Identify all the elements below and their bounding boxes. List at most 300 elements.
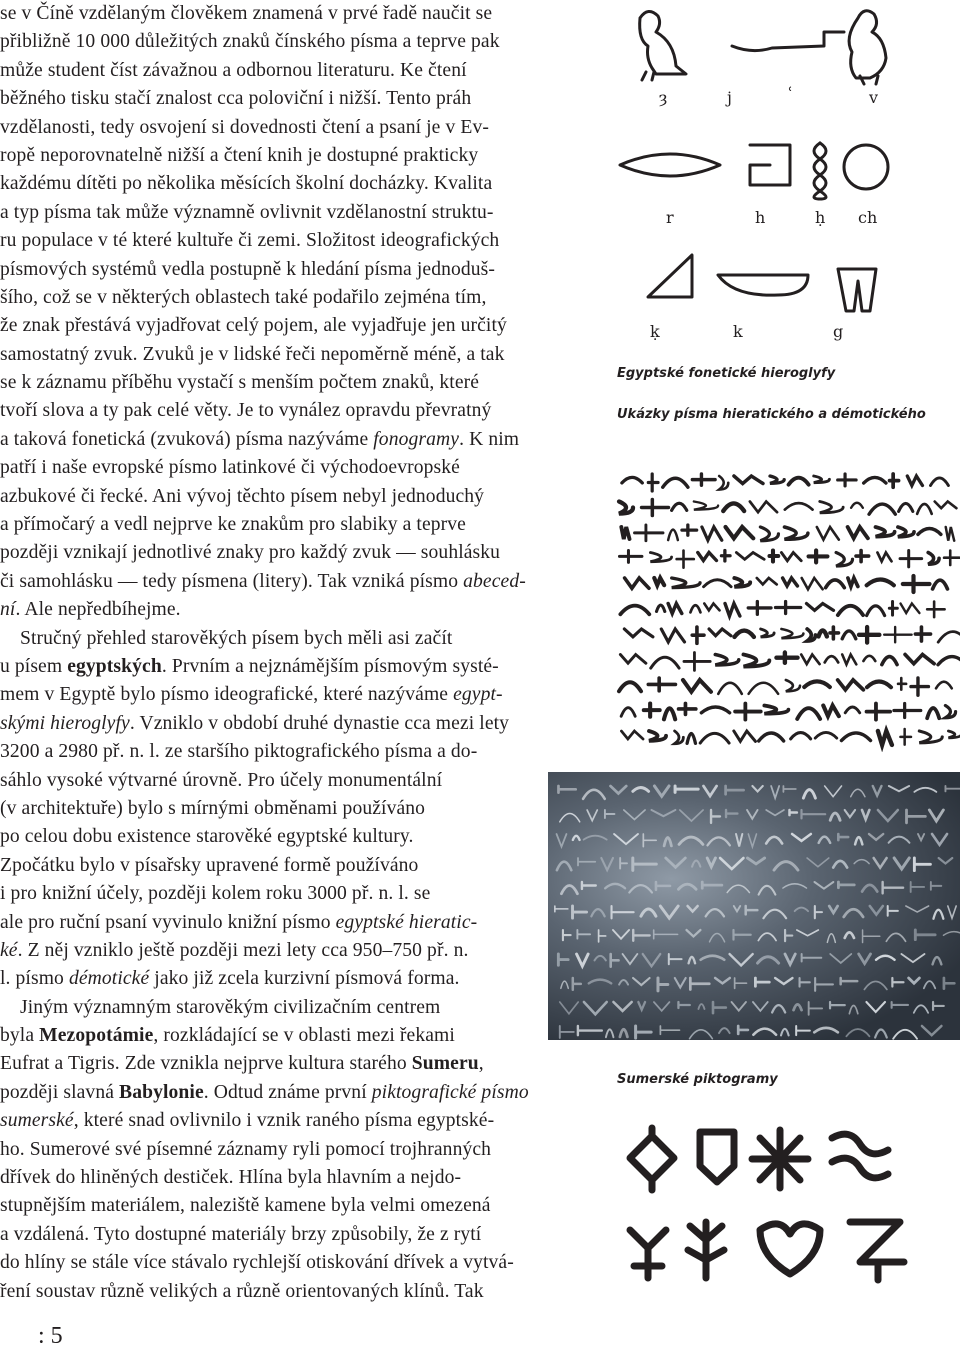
translit-q: ḳ [650,322,660,341]
text-run: jako již zcela kurzivní písmová forma. [149,968,460,990]
text-line [0,710,590,738]
demotic-stroke [583,790,605,799]
hieratic-stroke [804,681,830,687]
hieratic-stroke [948,731,960,738]
demotic-stroke [619,980,628,985]
hieroglyph-row-1 [610,0,960,90]
text-run: že znak přestává vyjadřovat celý pojem, ale vyjadřuje jen určitý [0,315,507,337]
demotic-stroke [892,978,903,987]
demotic-stroke [800,978,810,987]
demotic-stroke [641,909,656,916]
hieratic-stroke [702,527,722,540]
text-run: může student číst závažnou a odbornou literaturu. Ke čtení [0,59,467,81]
demotic-stroke [577,954,589,966]
hieratic-stroke [682,525,697,535]
demotic-stroke [702,882,722,888]
courtyard-glyph [750,145,790,185]
hieratic-stroke [791,733,811,739]
text-run: a taková fonetická (zvuková) písma nazýváme [0,428,374,450]
demotic-stroke [841,978,858,984]
hieratic-stroke [884,627,911,642]
text-line [0,511,590,539]
text-run: sáhlo vysoké výtvarné úrovně. Pro účely monumentální [0,769,443,791]
demotic-stroke [851,789,865,796]
text-line [0,880,590,908]
hieratic-stroke [759,733,784,741]
text-run: ru populace v té které kultuře či zemi. Složitost ideografických [0,230,500,252]
hieratic-stroke [842,631,856,639]
demotic-stroke [675,978,686,988]
demotic-stroke [573,978,581,990]
hieratic-stroke [781,629,803,638]
text-line [0,483,590,511]
demotic-stroke [849,1006,857,1014]
hieratic-stroke [718,683,742,694]
demotic-stroke [939,858,953,863]
demotic-stroke [601,858,613,870]
demotic-stroke [561,981,568,988]
hieratic-stroke [619,551,641,563]
demotic-stroke [679,884,697,889]
text-run: ření soustav různě velikých a různě orientovaných klínů. Tak [0,1280,484,1302]
text-run: byla [0,1025,40,1047]
text-run: vzdělanosti, tedy osvojení si dovednosti čtení a psaní je v Ev- [0,116,489,138]
demotic-stroke [582,882,596,889]
sumer-glyph-fork [630,1230,666,1278]
demotic-stroke [888,906,898,916]
hieratic-stroke [734,578,750,587]
text-line [0,369,590,397]
text-line [0,341,590,369]
text-line [0,909,590,937]
text-line [0,738,590,766]
text-run: se k záznamu příběhu vystačí s menším počtem znaků, které [0,372,480,394]
demotic-stroke [633,930,649,941]
hieratic-stroke [661,629,684,642]
hieratic-stroke [664,708,675,719]
demotic-stroke [746,906,758,914]
hieroglyph-signs-row-1 [610,0,960,90]
hieratic-stroke [690,605,700,612]
hieroglyph-signs-row-2 [610,135,960,205]
translit-g: g [833,322,844,341]
sumer-glyph-wedge-box [700,1132,734,1182]
demotic-stroke [613,930,629,939]
demotic-stroke [738,1026,748,1034]
demotic-stroke [686,930,700,936]
demotic-stroke [907,810,926,823]
demotic-stroke [758,957,779,963]
demotic-stroke [933,910,943,919]
demotic-stroke [747,858,764,864]
hieratic-stroke [642,500,669,516]
translit-aleph: ȝ [659,88,668,107]
hieratic-stroke [928,553,939,565]
demotic-stroke [948,906,956,918]
hieratic-stroke [736,553,764,560]
hieratic-stroke [809,551,828,563]
demotic-stroke [633,978,650,985]
demotic-stroke [918,834,924,840]
hieratic-stroke [675,731,684,744]
hieroglyph-row-2 [610,135,960,205]
demotic-stroke [558,786,575,793]
demotic-stroke [785,954,795,964]
text-run: . Z něj vzniklo ještě později mezi lety cca 950–750 př. n. [17,939,469,961]
italic-term: démotické [68,968,150,990]
hieratic-stroke [672,503,687,510]
hieratic-stroke [744,655,770,667]
demotic-stroke [844,909,863,917]
hieratic-stroke [619,502,633,514]
hieratic-stroke [781,553,801,561]
demotic-stroke [944,978,954,989]
demotic-stroke [915,930,935,940]
jar-stand-glyph [838,269,876,311]
sumer-glyph-star [752,1130,808,1188]
text-line [0,852,590,880]
text-run: azbukové či řecké. Ani vývoj těchto písem nebyl jednoduchý [0,485,485,507]
demotic-stroke [558,954,568,965]
demotic-stroke [720,858,743,869]
text-line [0,653,590,681]
hieratic-stroke [668,530,678,540]
demotic-stroke [876,956,895,960]
demotic-stroke [594,956,605,960]
demotic-stroke [766,810,784,815]
text-line [0,539,590,567]
hieratic-stroke [750,502,777,513]
demotic-stroke [678,1002,689,1008]
demotic-stroke [666,858,686,867]
text-line [0,1079,590,1107]
translit-ayin: ʿ [788,84,793,103]
hieratic-stroke [814,476,830,483]
hieratic-stroke [644,704,660,717]
demotic-stroke [680,810,703,821]
text-run: ho. Sumerové své písemné záznamy ryli pomocí trojhranných [0,1138,492,1160]
text-line [0,426,590,454]
demotic-stroke [726,786,744,794]
mouth-glyph [620,154,720,176]
demotic-stroke [587,810,597,821]
demotic-stroke [614,834,638,844]
hieratic-stroke [776,653,797,663]
demotic-stroke [573,836,580,840]
hieratic-stroke [806,604,833,611]
demotic-stroke [827,934,835,943]
demotic-stroke [783,884,807,888]
demotic-stroke [698,1004,704,1009]
hieratic-stroke [715,655,738,665]
demotic-stroke [706,909,724,916]
demotic-stroke [611,954,619,967]
hieratic-stroke [749,683,778,694]
hieratic-stroke [867,681,891,687]
hieratic-stroke [859,627,879,643]
hieratic-stroke [867,606,885,616]
hieratic-stroke [900,551,922,567]
demotic-stroke [914,1005,928,1013]
italic-term: ké [0,939,18,961]
demotic-stroke [759,886,776,895]
hieratic-stroke [936,682,952,689]
hieratic-stroke [815,732,837,738]
text-run: a vzdálená. Tyto dostupné materiály brzy způsobily, že z rytí [0,1223,482,1245]
hieratic-stroke [894,704,921,718]
hieratic-stroke [789,478,809,485]
bold-term: Babylonie [119,1081,204,1103]
demotic-stroke [605,884,625,888]
demotic-stroke [689,957,695,963]
text-line [0,1136,590,1164]
hieratic-stroke [820,502,843,513]
demotic-stroke [652,810,676,816]
demotic-stroke [797,930,818,936]
hieratic-stroke [704,580,732,587]
demotic-stroke [555,906,568,912]
hieratic-stroke [836,553,852,567]
hieratic-stroke [851,503,863,508]
hieratic-stroke [938,632,960,643]
demotic-stroke [735,978,747,988]
demotic-stroke [869,834,883,840]
hieratic-stroke [856,551,869,562]
demotic-stroke [809,1002,822,1015]
hieratic-stroke [830,627,839,639]
demotic-stroke [771,786,779,798]
text-run: i pro knižní účely, později kolem roku 3000 př. n. l. se [0,883,431,905]
hieratic-stroke [620,606,649,615]
hieratic-stroke [878,731,892,745]
demotic-stroke [924,981,935,988]
italic-term: ní [0,599,16,621]
demotic-stroke [815,906,822,918]
hieratic-stroke [838,680,864,690]
hieratic-stroke [635,525,663,541]
hieratic-stroke [801,655,819,665]
demotic-stroke [906,906,929,912]
text-line [0,1249,590,1277]
demotic-stroke [624,810,645,819]
hieratic-stroke [905,655,934,664]
text-line [0,1192,590,1220]
demotic-stroke [846,1029,869,1036]
caption-hieratic-demotic: Ukázky písma hieratického a démotického [617,407,926,422]
text-run: . Ale nepředbíhejme. [15,599,181,621]
text-line [0,994,590,1022]
hieratic-stroke [901,604,920,614]
demotic-stroke [758,933,776,940]
hieratic-stroke [700,733,729,743]
text-line [0,1221,590,1249]
hieratic-stroke [867,579,894,585]
text-line [0,57,590,85]
hieratic-stroke [621,527,629,539]
demotic-stroke [658,978,668,991]
demotic-stroke [591,909,604,916]
demotic-stroke [866,1002,885,1012]
text-run: patří i naše evropské písmo latinkové či východoevropské [0,457,460,479]
hieratic-stroke [907,476,922,486]
text-run: . Prvním a nejznámějším písmovým systé- [161,655,499,677]
demotic-stroke [560,1002,578,1014]
demotic-stroke [945,786,960,791]
demotic-stroke [561,886,577,894]
text-line [0,170,590,198]
text-run: , [478,1053,484,1075]
text-line [0,284,590,312]
demotic-stroke [736,834,742,847]
page-number: : 5 [38,1323,63,1349]
hieratic-stroke [619,682,641,691]
demotic-stroke [932,834,947,845]
hieratic-stroke [869,504,895,514]
hieratic-stroke [930,478,948,486]
reed-glyph [732,32,844,51]
text-line [0,0,590,28]
demotic-stroke [577,930,590,939]
demotic-stroke [636,1026,652,1038]
text-line [0,142,590,170]
demotic-stroke [557,834,567,847]
italic-term: egypt- [453,684,503,706]
text-line [0,28,590,56]
hieratic-stroke [704,604,719,611]
text-line [0,199,590,227]
hieratic-stroke [898,527,914,537]
hieratic-stroke [651,657,679,668]
demotic-stroke [814,1028,838,1032]
caption-phonetic-hieroglyphs: Egyptské fonetické hieroglyfy [617,366,836,381]
hieratic-stroke [757,578,777,584]
hieratic-stroke [898,678,906,690]
demotic-stroke [726,810,737,817]
demotic-stroke [660,906,678,918]
sumer-glyph-heart [760,1224,820,1274]
demotic-stroke [815,978,833,991]
hieratic-stroke [899,503,913,511]
demotic-stroke [894,858,909,869]
hieratic-stroke [784,527,807,539]
hieroglyph-row-3 [610,245,960,325]
hieratic-stroke [845,707,859,713]
text-run: , které snad ovlivnilo i vznik raného písma egyptské- [73,1110,495,1132]
hieratic-stroke [890,474,899,487]
text-line [0,1164,590,1192]
hieratic-stroke [882,657,897,665]
demotic-stroke [909,978,920,983]
text-run: stupnějším materiálem, naleziště kamene byla velmi omezená [0,1195,491,1217]
hieratic-stroke [620,655,646,664]
hieratic-stroke [807,629,815,641]
demotic-stroke [878,810,898,821]
text-run: každému dítěti po několika měsících školní docházky. Kvalita [0,173,493,195]
hieratic-stroke [797,708,820,719]
demotic-stroke [664,838,671,846]
text-run: či samohlásku — tedy písmena (litery). Tak vzniká písmo [0,570,464,592]
hieratic-stroke [927,708,939,718]
text-run: Eufrat a Tigris. Zde vznikla nejprve kultura starého [0,1053,412,1075]
demotic-stroke [620,858,627,869]
italic-term: sumerské [0,1110,74,1132]
demotic-stroke [606,1029,614,1037]
hieratic-stroke [621,708,635,717]
demotic-stroke [753,1029,776,1035]
demotic-stroke [789,810,796,815]
text-run: . K nim [459,428,520,450]
hieratic-stroke [734,631,753,637]
demotic-stroke [715,978,730,983]
demotic-stroke [870,906,883,915]
hieratic-stroke [911,678,928,695]
text-run: . Odtud známe první [203,1081,372,1103]
placenta-glyph [844,145,888,189]
demotic-stroke [578,858,595,865]
demotic-stroke [807,858,829,867]
sumer-glyph-waves [832,1134,888,1178]
hieratic-stroke [735,704,761,720]
demotic-stroke [886,933,905,941]
hieratic-stroke [648,678,675,691]
demotic-stroke [679,837,703,844]
twisted-flax-glyph [814,143,826,199]
hieratic-stroke [649,731,666,741]
hieratic-stroke [938,657,960,665]
text-run: . Vzniklo v období druhé dynastie cca mezi lety [129,712,510,734]
hieratic-stroke [684,653,710,671]
hieratic-stroke [622,477,642,483]
hieratic-stroke [621,731,643,739]
demotic-stroke [775,978,792,984]
demotic-stroke [755,978,769,986]
demotic-stroke [922,1026,942,1035]
hieratic-stroke [748,602,771,615]
demotic-stroke [732,1002,746,1011]
hieratic-stroke [650,553,671,562]
hieratic-stroke [933,580,948,589]
demotic-stroke [727,885,749,892]
demotic-stroke [703,786,716,796]
demotic-stroke [692,861,700,867]
hieratic-stroke [694,502,718,510]
hieratic-stroke [944,551,959,565]
hieratic-stroke [770,551,779,562]
demotic-stroke [864,981,887,989]
hieratic-stroke [918,528,941,534]
sumer-glyph-plant [688,1222,724,1278]
hieratic-stroke [818,630,826,636]
hieratic-stroke [698,553,717,561]
hill-slope-glyph [648,255,692,297]
hieratic-stroke [877,553,891,562]
hieratic-stroke [863,656,875,661]
demotic-stroke [730,954,753,965]
hieratic-stroke [848,578,858,586]
demotic-stroke [643,954,661,966]
italic-term: abeced- [463,570,526,592]
demotic-stroke [893,1030,917,1039]
text-line [0,568,590,596]
demotic-stroke [656,882,670,890]
demotic-stroke [801,810,825,818]
text-run: Stručný přehled starověkých písem bych měli asi začít [0,627,453,649]
hieratic-stroke [927,602,944,618]
demotic-stroke [883,882,903,893]
demotic-stroke [605,810,615,818]
demotic-stroke [825,786,842,797]
demotic-stroke [785,930,792,941]
